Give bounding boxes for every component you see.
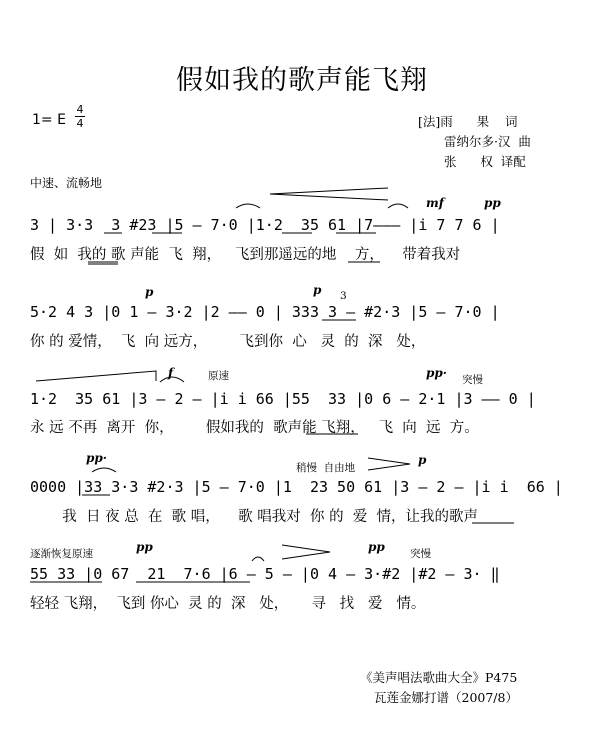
notation-line-4: 0000 |33 3·3 #2·3 |5 – 7·0 |1 23 50 61 |3 – 2 – |i i 66 | <box>30 478 563 496</box>
lyrics-line-5: 轻轻 飞翔， 飞到 你心 灵 的 深 处， 寻 找 爱 情。 <box>30 596 426 612</box>
dynamic-pp-4: pp <box>136 540 153 554</box>
notation-line-5: 55 33 |0 67 21 7·6 |6 – 5 – |0 4 – 3·#2 |#2 – 3· ‖ <box>30 565 500 583</box>
crescendo-hairpin-2 <box>36 371 156 381</box>
time-sig-top: 4 <box>76 103 84 116</box>
dynamic-p-2: p <box>313 283 322 297</box>
source-book: 《美声唱法歌曲大全》P475 <box>360 670 518 685</box>
notation-line-3: 1·2 35 61 |3 – 2 – |i i 66 |55 33 |0 6 – 2·1 |3 –– 0 | <box>30 390 536 408</box>
tempo-yuansu-1: 原速 <box>208 370 229 382</box>
tempo-shaoman: 稍慢 自由地 <box>296 462 356 474</box>
composer-credit: 雷纳尔多·汉 曲 <box>444 134 531 149</box>
dynamic-f: f <box>168 366 174 380</box>
source-typist: 瓦莲金娜打谱（2007/8） <box>374 690 518 705</box>
lyricist-credit: [法]雨 果 词 <box>418 114 518 129</box>
dynamic-p-3: p <box>418 453 427 467</box>
dynamic-pp-3: pp· <box>86 451 107 465</box>
crescendo-hairpin-1 <box>270 188 388 200</box>
dynamic-p-1: p <box>145 285 154 299</box>
decrescendo-hairpin-2 <box>282 545 330 559</box>
fermata-1 <box>252 557 264 561</box>
tempo-tuman-2: 突慢 <box>410 548 431 560</box>
decrescendo-hairpin-1 <box>368 458 410 470</box>
lyrics-line-3: 永 远 不再 离开 你， 假如我的 歌声能 飞翔， 飞 向 远 方。 <box>30 420 479 436</box>
triplet-mark: 3 <box>340 290 347 302</box>
lyrics-line-1: 假 如 我的 歌 声能 飞 翔， 飞到那遥远的地 方， 带着我对 <box>30 247 461 263</box>
slur-4 <box>92 468 116 472</box>
tempo-marking: 中速、流畅地 <box>30 176 103 190</box>
dynamic-pp-5: pp <box>368 540 385 554</box>
lyrics-line-4: 我 日 夜 总 在 歌 唱， 歌 唱我对 你 的 爱 情，让我的歌声 <box>30 509 479 525</box>
translator-credit: 张 权 译配 <box>444 154 526 169</box>
notation-line-2: 5·2 4 3 |0 1 – 3·2 |2 –– 0 | 333 3 – #2·3 |5 – 7·0 | <box>30 303 500 321</box>
slur-1 <box>236 204 260 208</box>
slur-3 <box>160 377 184 382</box>
page-title: 假如我的歌声能飞翔 <box>176 65 428 96</box>
dynamic-mf: mf <box>426 196 444 210</box>
notation-line-1: 3 | 3·3 3 #23 |5 – 7·0 |1·2 35 61 |7––– |i 7 7 6 | <box>30 216 500 234</box>
tempo-zhujian: 逐渐恢复原速 <box>30 548 93 560</box>
tempo-tuman-1: 突慢 <box>462 374 483 386</box>
dynamic-pp-2: pp· <box>426 366 447 380</box>
slur-2 <box>388 204 408 208</box>
dynamic-pp-1: pp <box>484 196 501 210</box>
key-signature: 1= E <box>32 112 66 128</box>
lyrics-line-2: 你 的 爱情， 飞 向 远方， 飞到你 心 灵 的 深 处， <box>30 334 426 350</box>
time-sig-bottom: 4 <box>76 117 84 130</box>
